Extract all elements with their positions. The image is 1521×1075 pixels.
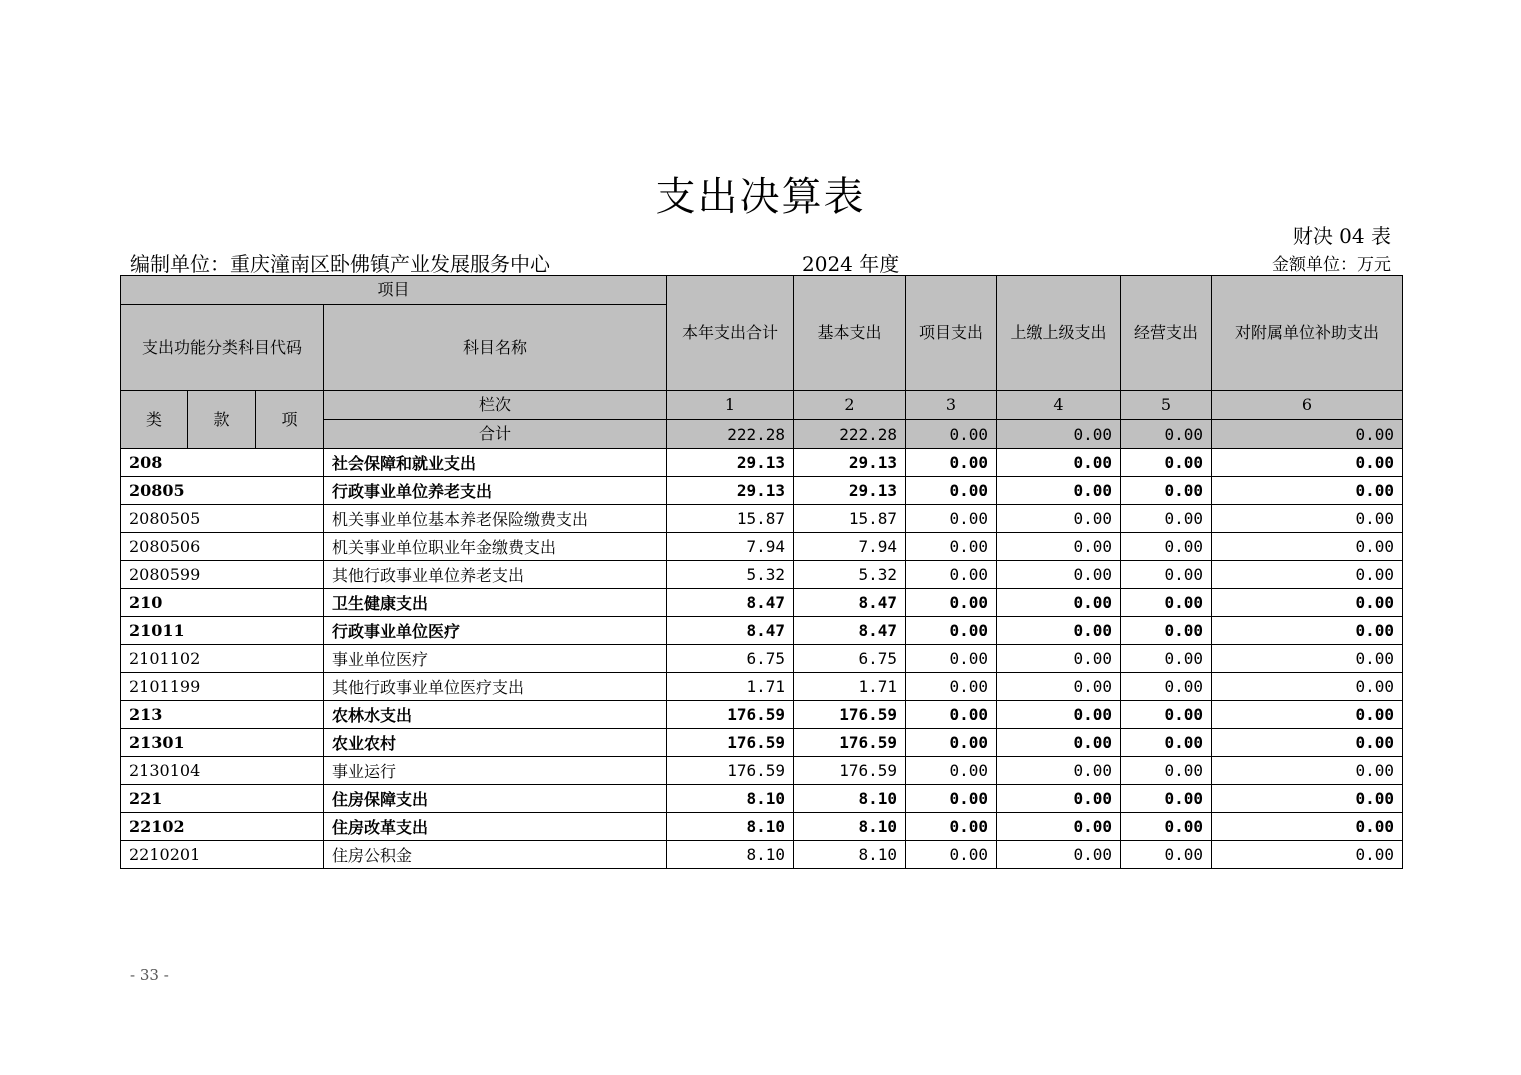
col-index-3: 3 (906, 391, 997, 420)
table-row (121, 673, 1403, 701)
amount-cell: 176.59 (794, 757, 906, 785)
amount-cell: 0.00 (1212, 645, 1403, 673)
subject-name: 行政事业单位医疗 (324, 617, 667, 645)
amount-cell: 6.75 (794, 645, 906, 673)
org-unit: 编制单位：重庆潼南区卧佛镇产业发展服务中心 (130, 252, 550, 276)
subject-code: 2210201 (121, 841, 324, 869)
amount-cell: 0.00 (997, 645, 1121, 673)
amount-cell: 8.47 (794, 589, 906, 617)
subject-code: 2080505 (121, 505, 324, 533)
amount-cell: 0.00 (1121, 561, 1212, 589)
subject-name: 卫生健康支出 (324, 589, 667, 617)
amount-cell: 0.00 (906, 673, 997, 701)
amount-cell: 0.00 (906, 561, 997, 589)
table-row (121, 561, 1403, 589)
total-value: 0.00 (997, 420, 1121, 449)
amount-cell: 0.00 (1212, 813, 1403, 841)
amount-cell: 176.59 (667, 701, 794, 729)
amount-cell: 0.00 (1212, 729, 1403, 757)
amount-cell: 1.71 (794, 673, 906, 701)
amount-cell: 0.00 (906, 785, 997, 813)
table-row (121, 785, 1403, 813)
amount-cell: 0.00 (1121, 757, 1212, 785)
amount-cell: 29.13 (794, 449, 906, 477)
amount-cell: 0.00 (997, 561, 1121, 589)
amount-cell: 29.13 (667, 477, 794, 505)
table-row (121, 729, 1403, 757)
subject-name: 机关事业单位基本养老保险缴费支出 (324, 505, 667, 533)
amount-cell: 0.00 (906, 533, 997, 561)
header-col-subsidy: 对附属单位补助支出 (1212, 276, 1403, 391)
amount-cell: 0.00 (1121, 645, 1212, 673)
table-row (121, 505, 1403, 533)
subject-code: 20805 (121, 477, 324, 505)
amount-cell: 0.00 (1212, 673, 1403, 701)
amount-cell: 0.00 (997, 505, 1121, 533)
amount-cell: 0.00 (906, 841, 997, 869)
amount-cell: 0.00 (1212, 561, 1403, 589)
amount-cell: 0.00 (997, 533, 1121, 561)
amount-cell: 0.00 (997, 813, 1121, 841)
amount-cell: 0.00 (1121, 729, 1212, 757)
amount-cell: 0.00 (1121, 533, 1212, 561)
subject-code: 21011 (121, 617, 324, 645)
amount-cell: 0.00 (1212, 449, 1403, 477)
amount-cell: 8.10 (667, 785, 794, 813)
table-row (121, 617, 1403, 645)
table-row (121, 757, 1403, 785)
subject-name: 事业单位医疗 (324, 645, 667, 673)
amount-cell: 0.00 (1121, 673, 1212, 701)
table-row (121, 645, 1403, 673)
amount-cell: 1.71 (667, 673, 794, 701)
col-index-5: 5 (1121, 391, 1212, 420)
subject-code: 2080506 (121, 533, 324, 561)
subject-name: 事业运行 (324, 757, 667, 785)
total-value: 0.00 (1212, 420, 1403, 449)
amount-cell: 0.00 (997, 757, 1121, 785)
amount-cell: 0.00 (1212, 785, 1403, 813)
total-label: 合计 (324, 420, 667, 449)
amount-cell: 0.00 (997, 673, 1121, 701)
subject-name: 住房改革支出 (324, 813, 667, 841)
subject-code: 21301 (121, 729, 324, 757)
amount-cell: 176.59 (794, 729, 906, 757)
amount-cell: 8.10 (667, 813, 794, 841)
money-unit: 金额单位：万元 (1272, 255, 1391, 275)
amount-cell: 176.59 (794, 701, 906, 729)
subject-name: 其他行政事业单位养老支出 (324, 561, 667, 589)
amount-cell: 6.75 (667, 645, 794, 673)
subject-name: 住房公积金 (324, 841, 667, 869)
amount-cell: 15.87 (794, 505, 906, 533)
header-subject-name: 科目名称 (324, 305, 667, 391)
amount-cell: 0.00 (906, 449, 997, 477)
header-kuan: 款 (188, 391, 256, 449)
amount-cell: 29.13 (667, 449, 794, 477)
expenditure-table (120, 275, 1403, 869)
amount-cell: 0.00 (1212, 757, 1403, 785)
amount-cell: 0.00 (906, 729, 997, 757)
total-value: 222.28 (794, 420, 906, 449)
amount-cell: 8.10 (794, 841, 906, 869)
table-row (121, 533, 1403, 561)
amount-cell: 0.00 (1121, 505, 1212, 533)
subject-name: 其他行政事业单位医疗支出 (324, 673, 667, 701)
header-project: 项目 (121, 276, 667, 305)
amount-cell: 0.00 (1121, 701, 1212, 729)
amount-cell: 8.10 (794, 785, 906, 813)
table-row (121, 477, 1403, 505)
col-index-1: 1 (667, 391, 794, 420)
subject-code: 2080599 (121, 561, 324, 589)
subject-code: 210 (121, 589, 324, 617)
amount-cell: 0.00 (1212, 617, 1403, 645)
amount-cell: 0.00 (1121, 477, 1212, 505)
header-row-1 (121, 276, 1403, 305)
amount-cell: 176.59 (667, 757, 794, 785)
col-index-4: 4 (997, 391, 1121, 420)
table-row (121, 841, 1403, 869)
amount-cell: 0.00 (997, 701, 1121, 729)
amount-cell: 8.47 (794, 617, 906, 645)
subject-name: 住房保障支出 (324, 785, 667, 813)
subject-code: 2101102 (121, 645, 324, 673)
amount-cell: 0.00 (906, 617, 997, 645)
total-value: 222.28 (667, 420, 794, 449)
amount-cell: 0.00 (997, 589, 1121, 617)
amount-cell: 0.00 (1212, 589, 1403, 617)
amount-cell: 8.47 (667, 589, 794, 617)
subject-code: 22102 (121, 813, 324, 841)
header-func-code: 支出功能分类科目代码 (121, 305, 324, 391)
header-xiang: 项 (256, 391, 324, 449)
amount-cell: 0.00 (1212, 701, 1403, 729)
table-row (121, 589, 1403, 617)
header-col-total: 本年支出合计 (667, 276, 794, 391)
header-col-project: 项目支出 (906, 276, 997, 391)
subject-name: 农业农村 (324, 729, 667, 757)
amount-cell: 29.13 (794, 477, 906, 505)
col-index-2: 2 (794, 391, 906, 420)
amount-cell: 0.00 (906, 757, 997, 785)
amount-cell: 0.00 (1121, 449, 1212, 477)
amount-cell: 0.00 (1121, 841, 1212, 869)
amount-cell: 0.00 (997, 449, 1121, 477)
amount-cell: 0.00 (997, 785, 1121, 813)
subject-code: 221 (121, 785, 324, 813)
amount-cell: 176.59 (667, 729, 794, 757)
amount-cell: 5.32 (794, 561, 906, 589)
amount-cell: 0.00 (906, 813, 997, 841)
total-value: 0.00 (1121, 420, 1212, 449)
amount-cell: 0.00 (906, 477, 997, 505)
subject-code: 213 (121, 701, 324, 729)
amount-cell: 0.00 (906, 645, 997, 673)
amount-cell: 0.00 (1212, 477, 1403, 505)
amount-cell: 15.87 (667, 505, 794, 533)
header-row-3 (121, 391, 1403, 420)
subject-code: 2101199 (121, 673, 324, 701)
amount-cell: 0.00 (1212, 841, 1403, 869)
subject-name: 社会保障和就业支出 (324, 449, 667, 477)
col-index-6: 6 (1212, 391, 1403, 420)
amount-cell: 7.94 (667, 533, 794, 561)
amount-cell: 8.47 (667, 617, 794, 645)
amount-cell: 0.00 (1121, 813, 1212, 841)
subject-name: 机关事业单位职业年金缴费支出 (324, 533, 667, 561)
amount-cell: 0.00 (997, 841, 1121, 869)
total-value: 0.00 (906, 420, 997, 449)
fiscal-year: 2024 年度 (802, 252, 900, 276)
amount-cell: 5.32 (667, 561, 794, 589)
amount-cell: 0.00 (906, 505, 997, 533)
amount-cell: 0.00 (1121, 589, 1212, 617)
amount-cell: 0.00 (906, 701, 997, 729)
amount-cell: 0.00 (997, 617, 1121, 645)
table-row (121, 701, 1403, 729)
amount-cell: 0.00 (1212, 505, 1403, 533)
amount-cell: 8.10 (667, 841, 794, 869)
header-lei: 类 (121, 391, 188, 449)
amount-cell: 8.10 (794, 813, 906, 841)
amount-cell: 0.00 (1212, 533, 1403, 561)
amount-cell: 0.00 (997, 477, 1121, 505)
header-col-upper: 上缴上级支出 (997, 276, 1121, 391)
page-title: 支出决算表 (655, 174, 866, 220)
header-col-business: 经营支出 (1121, 276, 1212, 391)
subject-code: 2130104 (121, 757, 324, 785)
amount-cell: 0.00 (906, 589, 997, 617)
table-row (121, 813, 1403, 841)
subject-code: 208 (121, 449, 324, 477)
amount-cell: 7.94 (794, 533, 906, 561)
table-row (121, 449, 1403, 477)
amount-cell: 0.00 (1121, 617, 1212, 645)
subject-name: 农林水支出 (324, 701, 667, 729)
header-lanci: 栏次 (324, 391, 667, 420)
header-col-basic: 基本支出 (794, 276, 906, 391)
page-number: - 33 - (130, 966, 169, 984)
subject-name: 行政事业单位养老支出 (324, 477, 667, 505)
amount-cell: 0.00 (997, 729, 1121, 757)
amount-cell: 0.00 (1121, 785, 1212, 813)
form-number: 财决 04 表 (1292, 224, 1391, 248)
